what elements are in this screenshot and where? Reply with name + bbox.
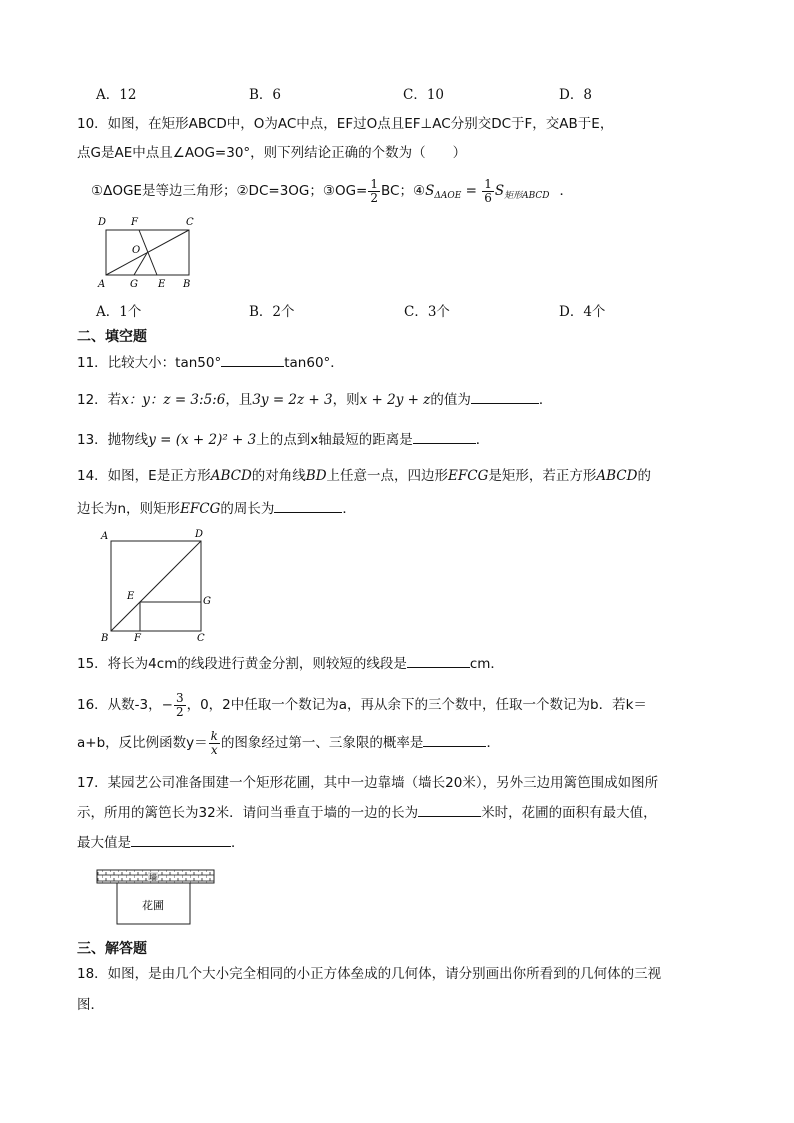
- q15-answer-blank[interactable]: [407, 653, 470, 668]
- q14-rectangle-name: EFCG: [180, 501, 221, 517]
- q11-answer-blank[interactable]: [221, 352, 284, 367]
- q13-answer-blank[interactable]: [413, 429, 476, 444]
- label-b: B: [101, 633, 109, 644]
- q17-part: 米时，花圃的面积有最大值，: [481, 805, 657, 821]
- q12-sum-expression: x + 2y + z: [359, 392, 431, 408]
- q10-statements: [91, 176, 573, 211]
- area-symbol: S: [494, 183, 505, 199]
- area-symbol: S: [425, 183, 435, 199]
- q12-text: [77, 389, 552, 410]
- q10-option-d: D．4个: [559, 304, 606, 320]
- q14-part: 边长为n，则矩形: [77, 501, 181, 517]
- q9-option-a: A．12: [96, 87, 137, 103]
- q17-max-area-blank[interactable]: [131, 832, 231, 847]
- q17-part: 最大值是: [77, 835, 131, 851]
- label-c: C: [186, 217, 194, 228]
- q9-option-d: D．8: [559, 87, 592, 103]
- label-f: F: [131, 217, 138, 228]
- minus-sign: −: [161, 697, 173, 713]
- q12-prefix: 12．若: [77, 392, 122, 408]
- q13-prefix: 13．抛物线: [77, 432, 149, 448]
- q12-and: ，且: [225, 392, 253, 408]
- q10-text-line2: 点G是AE中点且∠AOG=30°，则下列结论正确的个数为（ ）: [77, 145, 467, 161]
- q14-part: 的周长为: [220, 501, 275, 517]
- q10-fraction-half: [368, 178, 380, 205]
- section-heading-fill-in: 二、填空题: [77, 329, 147, 345]
- fraction-denominator: 2: [175, 704, 184, 719]
- q10-option-a: A．1个: [96, 304, 142, 320]
- q9-option-c: C．10: [403, 87, 445, 103]
- q12-then: ，则: [332, 392, 360, 408]
- q17-text-line2: [77, 802, 657, 823]
- q14-part: 上任意一点，四边形: [326, 468, 449, 484]
- sentence-end: ．: [559, 183, 573, 199]
- q16-end: ．: [486, 735, 500, 751]
- q16-text-line2: [77, 728, 500, 758]
- q10-rectangle-figure: [94, 213, 204, 291]
- label-c: C: [197, 633, 205, 644]
- q14-text-line2: [77, 498, 356, 519]
- label-e: E: [158, 279, 166, 290]
- q11-text: [77, 352, 344, 373]
- q14-part: 是矩形，若正方形: [488, 468, 597, 484]
- q15-prefix: 15．将长为4cm的线段进行黄金分割，则较短的线段是: [77, 656, 407, 672]
- fraction-denominator: x: [210, 742, 218, 757]
- q12-ratio-expression: x：y：z = 3:5:6: [121, 392, 226, 408]
- q17-part: 示，所用的篱笆长为32米．请问当垂直于墙的一边的长为: [77, 805, 419, 821]
- label-g: G: [130, 279, 138, 290]
- label-f: F: [134, 633, 141, 644]
- garden-label: 花圃: [142, 899, 164, 912]
- q16-line2-suffix: 的图象经过第一、三象限的概率是: [220, 735, 424, 751]
- q10-fraction-sixth: [482, 178, 494, 205]
- q17-end: ．: [231, 835, 245, 851]
- label-b: B: [183, 279, 191, 290]
- q18-text-line1: 18．如图，是由几个大小完全相同的小正方体垒成的几何体，请分别画出你所看到的几何体的三视: [77, 966, 662, 982]
- q14-end: ．: [342, 501, 356, 517]
- q13-text: [77, 429, 489, 450]
- q9-option-b: B．6: [249, 87, 282, 103]
- q17-side-length-blank[interactable]: [418, 802, 481, 817]
- fraction-numerator: 1: [370, 176, 379, 191]
- q10-option-c: C．3个: [404, 304, 450, 320]
- q12-value-of: 的值为: [430, 392, 471, 408]
- q13-question: 上的点到x轴最短的距离是: [256, 432, 413, 448]
- q10-option-b: B．2个: [249, 304, 295, 320]
- q12-answer-blank[interactable]: [471, 389, 539, 404]
- q14-square-name: ABCD: [596, 468, 638, 484]
- q16-prefix: 16．从数-3，: [77, 697, 162, 713]
- q13-parabola-expression: y = (x + 2)² + 3: [148, 432, 257, 448]
- section-heading-answer: 三、解答题: [77, 941, 147, 957]
- q14-text-line1: [77, 466, 651, 486]
- q15-text: [77, 653, 504, 674]
- q14-diagonal-name: BD: [305, 468, 327, 484]
- rectangle-efcg-sides: [140, 602, 201, 631]
- q16-text-line1: [77, 690, 647, 720]
- q17-text-line3: [77, 832, 245, 853]
- q14-rectangle-name: EFCG: [448, 468, 489, 484]
- q10-text-line1: 10．如图，在矩形ABCD中，O为AC中点，EF过O点且EF⊥AC分别交DC于F，交AB于E，: [77, 116, 614, 132]
- equals-sign: =: [461, 183, 482, 199]
- q16-line2-prefix: a+b，反比例函数y＝: [77, 735, 208, 751]
- q14-part: 的: [637, 468, 651, 484]
- label-a: A: [101, 531, 109, 542]
- fraction-numerator: 3: [175, 690, 184, 705]
- area-subscript-aoe: ΔAOE: [434, 191, 462, 201]
- q14-part: 14．如图，E是正方形: [77, 468, 211, 484]
- fraction-denominator: 2: [370, 190, 379, 205]
- diagonal-bd: [111, 541, 201, 631]
- label-a: A: [98, 279, 106, 290]
- q16-fraction: [174, 692, 186, 719]
- q11-suffix: tan60°．: [284, 355, 344, 371]
- label-g: G: [203, 596, 211, 607]
- q17-garden-figure: [94, 866, 219, 928]
- q12-equation: 3y = 2z + 3: [252, 392, 333, 408]
- q10-statements-part1: ①ΔOGE是等边三角形；②DC=3OG；③OG=: [91, 183, 368, 199]
- fraction-numerator: 1: [484, 176, 492, 191]
- fraction-numerator: k: [210, 728, 218, 743]
- q12-end: ．: [538, 392, 553, 408]
- q14-answer-blank[interactable]: [274, 498, 342, 513]
- q18-text-line2: 图．: [77, 997, 104, 1013]
- fraction-denominator: 6: [484, 190, 492, 205]
- q14-square-name: ABCD: [210, 468, 252, 484]
- wall-label: 墙: [149, 873, 157, 882]
- label-d: D: [98, 217, 107, 228]
- segment-ef: [139, 230, 157, 275]
- q14-square-figure: [98, 526, 218, 644]
- label-e: E: [127, 591, 135, 602]
- label-d: D: [195, 529, 204, 540]
- q14-part: 的对角线: [251, 468, 306, 484]
- q11-prefix: 11．比较大小：tan50°: [77, 355, 222, 371]
- q15-suffix: cm．: [469, 656, 504, 672]
- q16-function-fraction: [209, 730, 220, 757]
- label-o: O: [132, 245, 141, 256]
- q13-end: ．: [475, 432, 490, 448]
- area-subscript-rect: 矩形ABCD: [504, 191, 550, 201]
- q16-middle: ，0，2中任取一个数记为a，再从余下的三个数中，任取一个数记为b．若k＝: [186, 697, 647, 713]
- q17-text-line1: 17．某园艺公司准备围建一个矩形花圃，其中一边靠墙（墙长20米），另外三边用篱笆围成如图所: [77, 775, 659, 791]
- q10-statements-part2: BC；④: [381, 183, 426, 199]
- q16-answer-blank[interactable]: [423, 732, 486, 747]
